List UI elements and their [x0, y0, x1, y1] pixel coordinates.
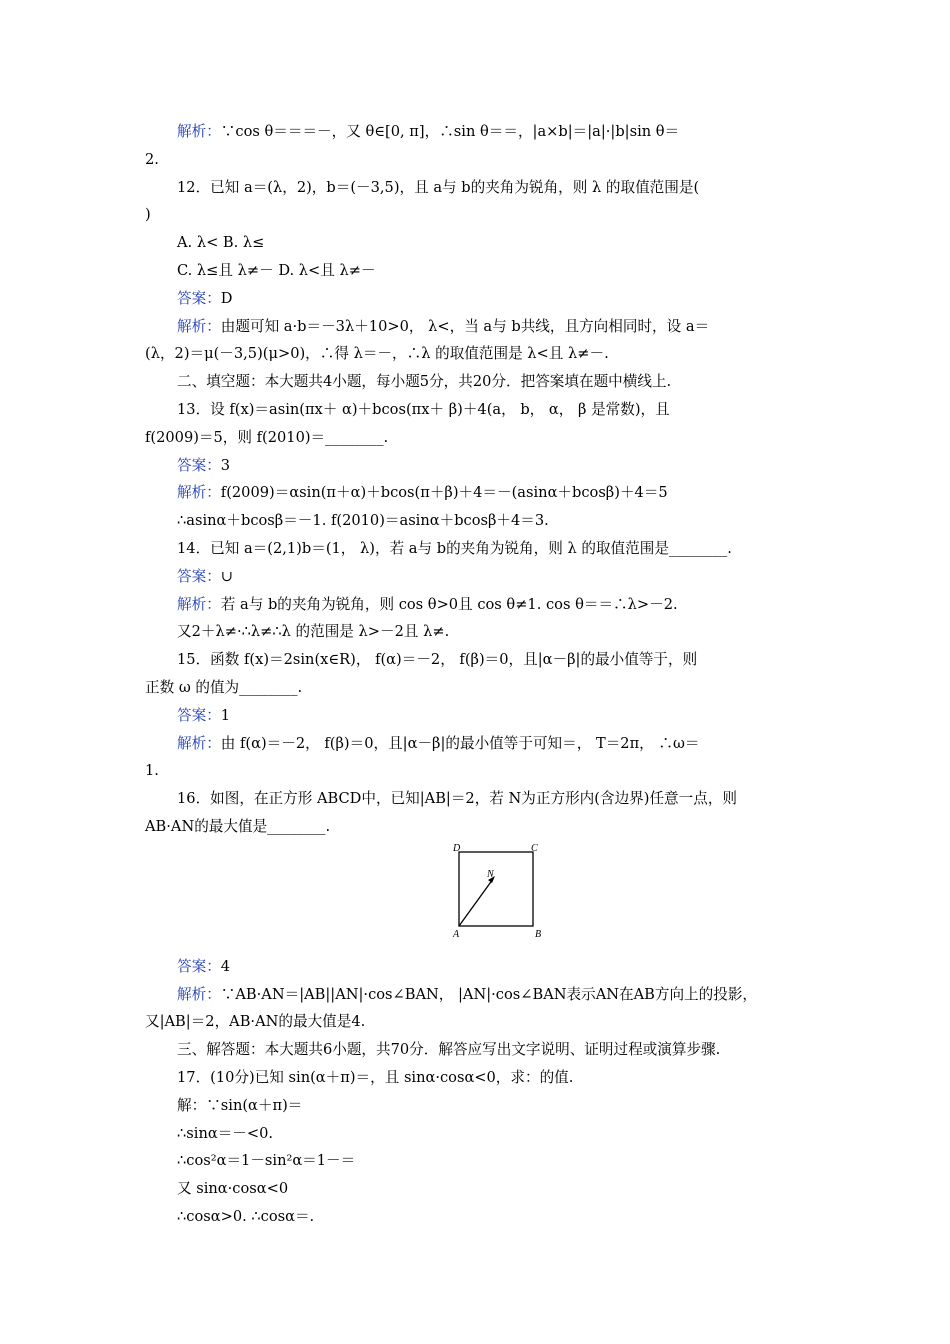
line-text: 若 a与 b的夹角为锐角，则 cos θ>0且 cos θ≠1. cos θ＝＝∴λ>－2.: [220, 595, 678, 613]
text-line: [145, 257, 810, 285]
text-line: [145, 340, 810, 368]
text-line: [145, 1064, 810, 1092]
line-text: 17．(10分)已知 sin(α＋π)＝，且 sinα·cosα<0，求：的值.: [177, 1068, 574, 1086]
line-text: 又 sinα·cosα<0: [177, 1180, 289, 1198]
text-line: [145, 1175, 810, 1203]
text-line: [145, 368, 810, 396]
line-text: 14．已知 a＝(2,1)b＝(1， λ)，若 a与 b的夹角为锐角，则 λ 的取值范围是________.: [177, 539, 732, 557]
line-text: 解：∵sin(α＋π)＝: [177, 1096, 303, 1114]
text-line: [145, 1092, 810, 1120]
line-text: 又|AB|＝2，AB·AN的最大值是4.: [145, 1013, 366, 1031]
text-line: [145, 981, 810, 1009]
label-n: N: [487, 868, 494, 880]
text-line: [145, 1120, 810, 1148]
line-text: ): [145, 206, 151, 224]
line-text: ∴sinα＝－<0.: [177, 1124, 274, 1142]
line-text: AB·AN的最大值是________.: [145, 817, 331, 835]
line-text: 15．函数 f(x)＝2sin(x∈R)， f(α)＝－2， f(β)＝0，且|α－β|的最小值等于，则: [177, 651, 698, 669]
square-figure: [145, 843, 810, 951]
line-heading: 解析：: [177, 734, 221, 752]
text-line: [145, 507, 810, 535]
line-text: ∴asinα＋bcosβ＝－1. f(2010)＝asinα＋bcosβ＋4＝3.: [177, 512, 549, 530]
label-b: B: [535, 928, 542, 940]
line-text: D: [220, 289, 233, 307]
text-line: [145, 563, 810, 591]
line-text: ∴cosα>0. ∴cosα＝.: [177, 1207, 315, 1225]
label-d: D: [453, 842, 461, 854]
line-heading: 解析：: [177, 484, 221, 502]
line-text: 12．已知 a＝(λ，2)，b＝(－3,5)，且 a与 b的夹角为锐角，则 λ 的取值范围是(: [177, 178, 700, 196]
text-line: [145, 1203, 810, 1231]
line-text: f(2009)＝5，则 f(2010)＝________.: [145, 428, 389, 446]
line-text: 由题可知 a·b＝－3λ＋10>0， λ<，当 a与 b共线，且方向相同时，设 a＝: [220, 317, 710, 335]
line-text: A. λ< B. λ≤: [177, 234, 265, 252]
line-text: f(2009)＝αsin(π＋α)＋bcos(π＋β)＋4＝－(asinα＋bcosβ)＋4＝5: [220, 484, 668, 502]
text-line: [145, 618, 810, 646]
square-abcd-diagram: [449, 843, 559, 949]
text-line: [145, 702, 810, 730]
text-line: [145, 479, 810, 507]
text-line: [145, 953, 810, 981]
text-line: [145, 591, 810, 619]
line-text: 3: [220, 456, 231, 474]
line-heading: 解析：: [177, 123, 221, 140]
line-heading: 解析：: [177, 595, 221, 613]
line-text: 二、填空题：本大题共4小题，每小题5分，共20分．把答案填在题中横线上.: [177, 373, 672, 391]
line-text: 2.: [145, 150, 159, 168]
line-text: 13．设 f(x)＝asin(πx＋ α)＋bcos(πx＋ β)＋4(a， b， α， β 是常数)，且: [177, 400, 670, 418]
document-page: [145, 118, 810, 1231]
text-block-after-figure: [145, 953, 810, 1231]
text-line: [145, 174, 810, 202]
line-heading: 解析：: [177, 317, 221, 335]
text-line: [145, 730, 810, 758]
square-outline: [459, 852, 533, 926]
text-line: [145, 229, 810, 257]
text-line: [145, 1147, 810, 1175]
text-line: [145, 285, 810, 313]
line-text: 16．如图，在正方形 ABCD中，已知|AB|＝2，若 N为正方形内(含边界)任意一点，则: [177, 790, 738, 808]
line-text: 由 f(α)＝－2， f(β)＝0，且|α－β|的最小值等于可知＝， T＝2π， ∴ω＝: [220, 734, 700, 752]
line-text: 三、解答题：本大题共6小题，共70分．解答应写出文字说明、证明过程或演算步骤.: [177, 1041, 721, 1059]
text-line: [145, 646, 810, 674]
text-line: [145, 396, 810, 424]
text-line: [145, 424, 810, 452]
text-line: [145, 813, 810, 841]
line-text: ∴cos²α＝1－sin²α＝1－＝: [177, 1152, 356, 1170]
line-text: 1: [220, 706, 231, 724]
text-line: [145, 674, 810, 702]
text-line: [145, 146, 810, 174]
line-text: ∵cos θ＝＝＝－，又 θ∈[0, π]，∴sin θ＝＝，|a×b|＝|a|·|b|sin θ＝: [220, 123, 680, 140]
vector-an-shaft: [459, 879, 493, 926]
text-line: [145, 452, 810, 480]
line-heading: 答案：: [177, 706, 221, 724]
text-line: [145, 535, 810, 563]
line-text: 又2＋λ≠·∴λ≠∴λ 的范围是 λ>－2且 λ≠.: [177, 623, 450, 641]
text-line: [145, 757, 810, 785]
line-heading: 解析：: [177, 985, 221, 1003]
text-line: [145, 313, 810, 341]
label-a: A: [453, 928, 460, 940]
line-text: 1.: [145, 762, 159, 780]
line-text: 正数 ω 的值为________.: [145, 678, 303, 696]
line-heading: 答案：: [177, 567, 221, 585]
line-text: C. λ≤且 λ≠－ D. λ<且 λ≠－: [177, 261, 376, 279]
text-line: [145, 1008, 810, 1036]
text-line: [145, 785, 810, 813]
label-c: C: [531, 842, 538, 854]
line-heading: 答案：: [177, 289, 221, 307]
text-block-before-figure: [145, 118, 810, 841]
text-line: [145, 1036, 810, 1064]
line-text: (λ，2)＝μ(－3,5)(μ>0)，∴得 λ＝－，∴λ 的取值范围是 λ<且 λ≠－.: [145, 345, 609, 363]
text-line: [145, 201, 810, 229]
line-text: ∵AB·AN＝|AB||AN|·cos∠BAN， |AN|·cos∠BAN表示AN在AB方向上的投影，: [220, 985, 758, 1003]
text-line: [145, 118, 810, 146]
line-heading: 答案：: [177, 957, 221, 975]
line-heading: 答案：: [177, 456, 221, 474]
line-text: ∪: [220, 567, 234, 585]
line-text: 4: [220, 957, 231, 975]
